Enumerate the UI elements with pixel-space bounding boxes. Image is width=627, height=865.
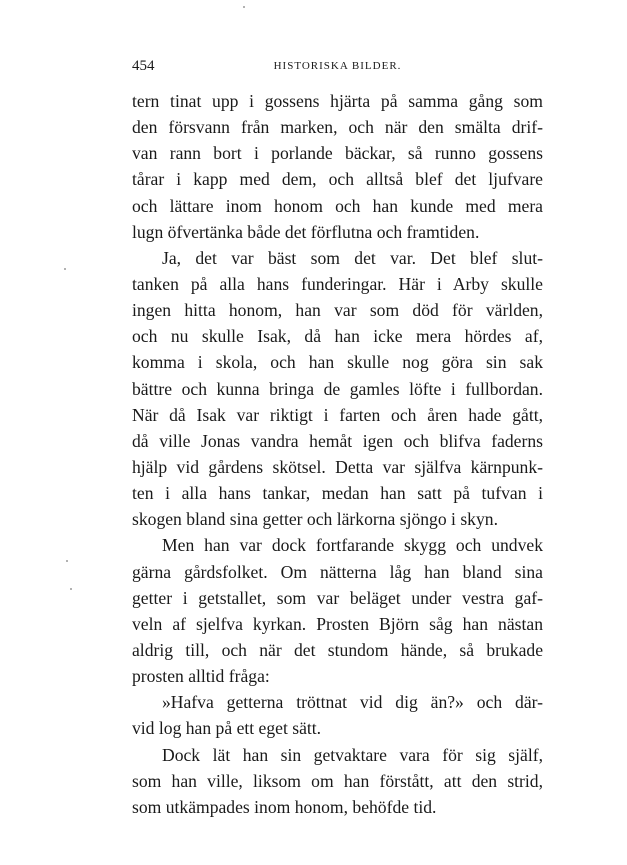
page-header <box>132 58 543 78</box>
text-line: tanken på alla hans funderingar. Här i Arby skulle <box>132 273 543 294</box>
text-line: getter i getstallet, som var beläget under vestra gaf- <box>132 587 543 608</box>
text-line: tern tinat upp i gossens hjärta på samma gång som <box>132 91 543 111</box>
text-line: ingen hitta honom, han var som död för världen, <box>132 300 543 321</box>
paper-speck <box>66 560 68 562</box>
text-line: Men han var dock fortfarande skygg och undvek <box>162 535 543 556</box>
text-line: som han ville, liksom om han förstått, att den strid, <box>132 770 543 791</box>
text-line: van rann bort i porlande bäckar, så runno gossens <box>132 143 543 164</box>
text-line: tårar i kapp med dem, och alltså blef det ljufvare <box>132 169 543 190</box>
text-line: ten i alla hans tankar, medan han satt på tufvan i <box>132 483 543 504</box>
text-line: hjälp vid gårdens skötsel. Detta var själfva kärnpunk- <box>132 456 543 477</box>
text-line: prosten alltid fråga: <box>132 666 270 687</box>
text-line: då ville Jonas vandra hemåt igen och blifva faderns <box>132 430 543 451</box>
running-head: HISTORISKA BILDER. <box>273 60 402 72</box>
text-line: När då Isak var riktigt i farten och åren hade gått, <box>132 404 543 425</box>
text-line: »Hafva getterna tröttnat vid dig än?» och där- <box>162 692 543 713</box>
text-line: Dock lät han sin getvaktare vara för sig själf, <box>162 744 543 765</box>
text-line: skogen bland sina getter och lärkorna sjöngo i skyn. <box>132 509 498 530</box>
paper-speck <box>70 588 72 590</box>
text-line: och nu skulle Isak, då han icke mera hördes af, <box>132 326 543 347</box>
text-line: som utkämpades inom honom, behöfde tid. <box>132 796 437 817</box>
text-line: komma i skola, och han skulle nog göra sin sak <box>132 352 543 373</box>
text-line: veln af sjelfva kyrkan. Prosten Björn såg han nästan <box>132 613 543 634</box>
paper-speck <box>243 6 245 8</box>
text-line: vid log han på ett eget sätt. <box>132 718 322 739</box>
text-line: aldrig till, och när det stundom hände, så brukade <box>132 639 543 660</box>
text-line: gärna gårdsfolket. Om nätterna låg han bland sina <box>132 561 543 582</box>
text-line: bättre och kunna bringa de gamles löfte i fullbordan. <box>132 378 543 399</box>
body-text <box>132 88 543 820</box>
text-line: Ja, det var bäst som det var. Det blef slut- <box>162 247 543 268</box>
paper-speck <box>64 268 66 270</box>
text-line: och lättare inom honom och han kunde med mera <box>132 195 543 216</box>
text-line: den försvann från marken, och när den smälta drif- <box>132 117 543 138</box>
text-line: lugn öfvertänka både det förflutna och framtiden. <box>132 221 480 242</box>
page-number: 454 <box>132 58 155 74</box>
